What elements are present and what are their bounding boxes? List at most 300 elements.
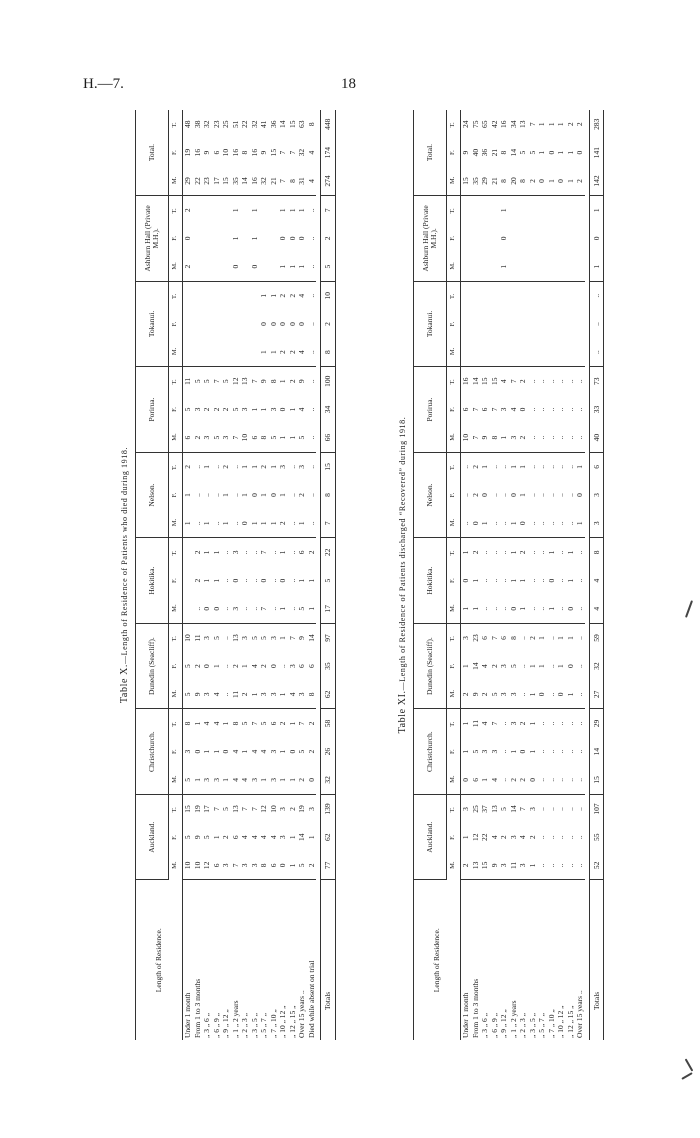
t10-cell [259,452,269,538]
t11-sub-label: F. [449,236,457,241]
t11-value: .. [565,863,575,868]
t10-value: 6 [230,835,240,840]
t10-value: 51 [230,120,240,128]
t10-value: 2 [278,293,287,298]
t11-row-label: From 1 to 3 months [470,978,480,1038]
t11-value: .. [537,777,546,782]
t10-cell [183,452,193,538]
t11-value: .. [537,407,546,412]
t11-cell [547,452,557,538]
t10-value: 1 [202,550,211,555]
t11-value: .. [546,807,556,811]
t10-sub-label: T. [171,122,179,128]
t11-row [528,110,538,1040]
t11-cell [499,196,509,282]
t10-value: 15 [323,463,332,471]
t11-sub-label: M. [449,347,457,356]
t10-value: 5 [192,379,202,384]
t11-value: 20 [508,177,518,185]
t10-value: .. [306,350,316,354]
t11-value: 0 [575,150,584,155]
t11-cell [471,281,481,367]
t10-cell [240,367,250,453]
t11-value: 0 [518,749,527,754]
t10-sub-header [169,709,183,795]
t11-sub-label: T. [449,636,457,642]
t10-value: 1 [221,777,230,782]
t10-value: 1 [297,521,306,526]
t11-value: .. [565,521,575,526]
t11-value: 13 [489,805,499,813]
t11-cell [528,794,538,880]
t11-value: 11 [470,719,480,728]
t11-value: .. [527,464,537,469]
t11-col-header: Ashburn Hall (Private M.H.). [414,196,447,282]
t10-cell [193,367,203,453]
t10-value: 7 [211,379,221,384]
t10-value: .. [306,322,316,326]
t10-cell [183,538,193,624]
t10-value: 13 [230,805,240,813]
t10-value: 1 [287,435,297,440]
t11-cell [490,452,500,538]
t11-cell [490,709,500,795]
t10-value: 25 [221,120,230,128]
t10-value: 3 [297,692,306,697]
t10-row-label: „ 10 „ 12 „ [278,1005,287,1038]
page-number: 18 [341,76,356,92]
t10-value: 174 [323,146,332,159]
t11-cell [528,110,538,196]
t10-value: 7 [230,435,240,440]
t11-row-label: „ 6 „ 9 „ [489,1013,499,1038]
t11-value: 5 [518,150,527,155]
t11-value: 1 [518,464,527,469]
t11-cell [547,623,557,709]
t11-value: .. [537,807,546,811]
t10-cell [269,709,279,795]
t11-value: 1 [527,692,537,697]
t11-value: 2 [461,863,470,868]
t11-value: .. [537,550,546,555]
t10-value: 32 [249,120,259,128]
t11-value: 14 [591,747,601,756]
t10-sub-label: T. [171,721,179,727]
t11-value: .. [499,721,508,726]
t10-cell [278,452,288,538]
t10-value: 7 [249,721,259,726]
t10-row-label: „ 3 „ 6 „ [202,1013,211,1038]
t10-value: 100 [323,375,332,387]
t11-value: 2 [527,636,537,640]
t10-value: 3 [230,606,240,611]
t11-cell [499,367,509,453]
margin-mark-2 [685,1058,694,1071]
t10-value: 0 [183,236,192,241]
t10-value: 1 [240,493,249,497]
t10-value: 1 [287,863,297,868]
t10-cell [321,623,336,709]
t10-cell [278,110,288,196]
t11-cell [490,623,500,709]
t11-cell [480,452,490,538]
t10-value: 3 [278,464,287,469]
t10-value: 1 [211,550,221,555]
t10-value: 7 [230,863,240,868]
t10-cell [321,538,336,624]
t11-sub-label: T. [449,807,457,813]
t10-sub-label: M. [171,689,179,698]
t11-value: 1 [565,150,575,155]
t11-row [480,110,490,1040]
t10-cell [278,709,288,795]
t10-cell [288,110,298,196]
table-xi-caption-text: —Length of Residence of Patients discharged “Recovered” during 1918. [398,416,407,691]
t10-value: 1 [259,293,268,298]
t11-value: .. [556,777,565,782]
t11-value: .. [546,493,556,497]
t10-cell [307,110,317,196]
table-x-caption [119,110,130,1040]
t11-col-header: Auckland. [414,794,447,880]
t11-value: 15 [461,177,470,185]
t10-value: 139 [323,803,332,815]
t11-cell [490,110,500,196]
t10-cell [221,452,231,538]
t11-cell [589,709,604,795]
t11-value: .. [480,550,489,555]
t11-cell [509,538,519,624]
t11-cell [509,794,519,880]
t10-value: 22 [192,177,202,185]
t10-sub-header [169,281,183,367]
t10-cell [307,281,317,367]
t10-value: .. [249,550,259,555]
t10-value: 1 [249,236,259,241]
t10-value: .. [202,493,211,497]
t11-value: .. [546,721,556,726]
t10-value: 8 [323,493,332,497]
t11-value: .. [527,521,537,526]
t11-value: 1 [537,664,546,668]
t10-value: 6 [211,150,221,155]
t10-value: 0 [287,322,297,326]
t10-value: 4 [211,692,221,697]
t10-cell [259,623,269,709]
t10-value: 0 [249,264,259,269]
t10-value: 5 [268,435,278,440]
t10-value: 5 [259,636,268,640]
t10-cell [278,538,288,624]
t10-value: 1 [211,578,221,583]
t10-cell [212,367,222,453]
t11-value: 2 [499,835,508,840]
t11-cell [547,709,557,795]
t10-value: 38 [192,120,202,128]
t11-value: .. [575,721,584,726]
t11-value: 35 [470,177,480,185]
t11-cell [528,538,538,624]
t11-value: .. [575,407,584,412]
t10-value: 1 [240,664,249,668]
t11-cell [480,623,490,709]
t10-value: .. [249,606,259,611]
t11-value: .. [489,578,499,583]
t10-value: 5 [297,435,306,440]
t10-cell [212,709,222,795]
t10-value: 3 [297,464,306,469]
t10-value: 0 [249,493,259,497]
t11-sub-label: M. [449,518,457,527]
t11-sub-header [447,709,461,795]
t10-sub-header [169,623,183,709]
t11-sub-label: M. [449,689,457,698]
t11-value: .. [565,464,575,469]
t10-value: .. [211,521,221,526]
t11-value: 32 [591,662,601,670]
t10-cell [250,538,260,624]
t11-value: 27 [591,690,601,699]
t11-cell [566,794,576,880]
t10-cell [307,538,317,624]
t10-sub-label: T. [171,807,179,813]
t10-value: 2 [287,293,297,298]
t10-value: 1 [287,835,297,840]
t10-row [240,110,250,1040]
t10-cell [288,709,298,795]
t10-cell [250,196,260,282]
t11-value: .. [489,550,499,555]
t10-value: 3 [249,777,259,782]
t11-value: .. [499,777,508,782]
t10-value: 1 [278,493,287,497]
t11-cell [575,367,585,453]
t10-value: 1 [287,721,297,726]
t10-col-header: Ashburn Hall (Private M.H.). [136,196,169,282]
t11-cell [461,538,471,624]
t11-cell [471,709,481,795]
t10-value: 0 [259,578,268,583]
t10-value: 1 [278,435,287,440]
t11-value: 21 [489,177,499,185]
t10-cell [307,709,317,795]
t11-value: 29 [480,177,489,185]
t11-value: .. [527,550,537,555]
t10-value: 0 [278,236,287,241]
t10-cell [193,709,203,795]
t10-value: .. [287,464,297,469]
t11-cell [566,110,576,196]
t11-value: 22 [480,833,489,841]
t10-value: 32 [323,776,332,784]
t11-cell [499,794,509,880]
t10-value: 1 [278,264,287,269]
t10-value: 4 [297,293,306,298]
t11-cell [537,709,547,795]
t11-sub-label: F. [449,663,457,669]
t10-value: 5 [323,264,332,269]
t11-value: .. [499,521,508,526]
t11-value: .. [537,493,546,497]
t10-value: 23 [211,120,221,128]
t11-row-label: „ 1 „ 2 years [508,1000,518,1038]
t11-value: .. [565,807,575,811]
t11-value: .. [527,435,537,440]
t10-value: 7 [249,379,259,384]
t10-value: 2 [323,236,332,241]
t11-value: .. [575,606,584,611]
t10-value: 0 [268,493,278,497]
t11-value: .. [527,493,537,497]
t10-value: 5 [183,777,192,782]
t11-value: 4 [508,407,518,412]
t10-value: 8 [323,350,332,354]
t11-value: 1 [537,150,546,155]
t10-value: .. [240,606,249,611]
t11-cell [547,367,557,453]
t10-value: 3 [202,435,211,440]
t10-col-header: Christchurch. [136,709,169,795]
t10-value: 7 [278,179,287,183]
t10-value: 2 [259,664,268,668]
t10-value: 62 [323,833,332,841]
t11-col-header: Nelson. [414,452,447,538]
t11-cell [537,794,547,880]
t11-cell [509,196,519,282]
t11-value: 1 [546,606,556,611]
t11-cell [471,367,481,453]
t10-value: 1 [278,208,287,213]
t11-value: 0 [556,179,565,183]
t10-value: .. [192,606,202,611]
t10-cell [250,623,260,709]
t11-cell [518,709,528,795]
t10-cell [221,709,231,795]
t10-value: 4 [306,150,316,155]
t10-value: 66 [323,433,332,442]
t11-cell [480,196,490,282]
t11-sub-label: T. [449,122,457,128]
t10-row-label: „ 2 „ 3 „ [240,1013,249,1038]
t11-value: 4 [489,777,499,782]
t11-value: 3 [591,521,601,526]
t11-value: 40 [470,148,480,157]
t10-value: 9 [259,379,268,384]
t11-value: 2 [518,379,527,384]
t10-cell [259,110,269,196]
t10-cell [278,281,288,367]
t10-value: 8 [268,379,278,384]
t11-value: 1 [546,122,556,127]
t10-cell [231,623,241,709]
t11-value: .. [527,379,537,384]
t10-sub-label: T. [171,293,179,299]
t11-value: 0 [518,407,527,412]
t10-value: .. [211,493,221,497]
t11-cell [518,110,528,196]
t11-value: 4 [499,379,508,384]
t10-cell [202,709,212,795]
t10-value: 8 [306,122,316,127]
t11-value: 1 [499,208,508,213]
t11-sub-label: F. [449,835,457,840]
t11-sub-label: T. [449,379,457,385]
t11-row [509,110,519,1040]
t10-value: 11 [230,690,240,698]
t11-value: 65 [480,120,489,128]
t10-value: 5 [297,606,306,611]
t11-value: .. [499,749,508,754]
t11-value: .. [546,863,556,868]
t11-value: 1 [556,122,565,127]
t10-value: 2 [278,350,287,354]
t11-value: 2 [461,692,470,697]
t10-value: .. [268,606,278,611]
t10-sub-label: F. [171,236,179,241]
t11-value: .. [565,777,575,782]
t11-value: .. [546,407,556,412]
t11-value: 4 [489,835,499,840]
t11-row [499,110,509,1040]
t11-value: .. [527,578,537,583]
t11-value: 1 [575,464,584,469]
t10-value: 7 [240,807,249,811]
t10-value: 1 [287,777,297,782]
t10-value: 1 [230,236,240,241]
t10-cell [297,538,307,624]
t10-value: 63 [297,120,306,128]
t11-value: 8 [508,636,518,640]
t10-value: 3 [268,749,278,754]
t10-value: 9 [297,636,306,640]
t11-value: .. [575,636,584,640]
t10-value: .. [287,521,297,526]
t10-value: 1 [240,749,249,754]
t10-value: .. [306,379,316,384]
t11-value: 7 [489,636,499,640]
t10-cell [183,196,193,282]
t10-value: 1 [230,208,240,213]
t11-value: 73 [591,377,601,386]
t10-value: 1 [259,777,268,782]
t11-cell [499,281,509,367]
t10-row [307,110,317,1040]
t10-col-header: Auckland. [136,794,169,880]
t10-cell [321,196,336,282]
t11-value: 9 [480,435,489,440]
t11-value: .. [527,606,537,611]
t11-value: 8 [499,150,508,155]
t10-value: 48 [183,120,192,128]
t10-value: 4 [230,777,240,782]
t10-col-header: Dunedin (Seacliff). [136,623,169,709]
t11-cell [499,709,509,795]
t10-value: 0 [287,236,297,241]
t11-value: 5 [508,664,518,668]
t10-value: 16 [249,177,259,185]
t10-cell [231,196,241,282]
t11-cell [575,709,585,795]
t11-value: .. [556,863,565,868]
t11-row [490,110,500,1040]
t10-row [193,110,203,1040]
t10-value: 10 [240,433,249,442]
t11-value: 7 [508,379,518,384]
t10-row [297,110,307,1040]
t11-row-label: „ 5 „ 7 „ [537,1013,546,1038]
t10-sub-header [169,196,183,282]
t10-row [288,110,298,1040]
